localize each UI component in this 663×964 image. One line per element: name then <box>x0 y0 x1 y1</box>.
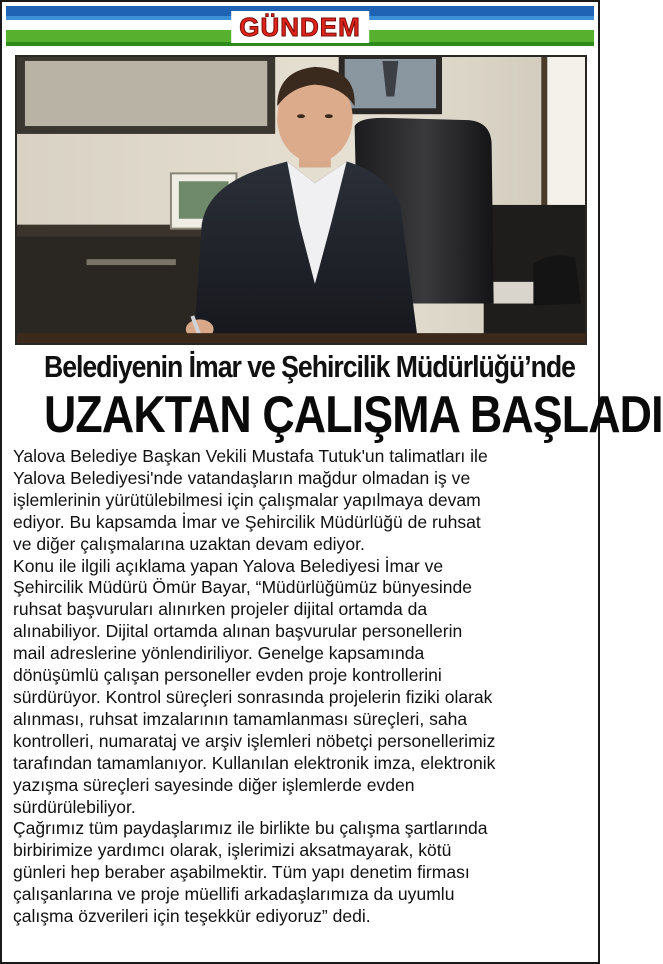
body-line: Şehircilik Müdürü Ömür Bayar, “Müdürlüğümüz bünyesinde <box>13 577 472 598</box>
body-line: çalışma özverileri için teşekkür ediyoruz” dedi. <box>13 906 371 927</box>
body-line: günleri hep beraber aşabilmektir. Tüm yapı denetim firması <box>13 862 470 883</box>
body-line: ediyor. Bu kapsamda İmar ve Şehircilik Müdürlüğü de ruhsat <box>13 511 481 532</box>
body-line: tarafından tamamlanıyor. Kullanılan elektronik imza, elektronik <box>13 752 496 773</box>
body-line: yazışma süreçleri sayesinde diğer işlemlerde evden <box>13 774 415 795</box>
body-line: sürdürüyor. Kontrol süreçleri sonrasında projelerin fiziki olarak <box>13 686 493 707</box>
body-line: mail adreslerine yönlendiriliyor. Genelge kapsamında <box>13 643 425 664</box>
official-portrait-photo <box>17 57 585 343</box>
article-headline: UZAKTAN ÇALIŞMA BAŞLADI <box>44 386 663 444</box>
body-line: sürdürülebiliyor. <box>13 796 136 817</box>
body-line: kontrolleri, numarataj ve arşiv işlemleri nöbetçi personellerimiz <box>13 730 496 751</box>
body-line: işlemlerinin yürütülebilmesi için çalışmalar yapılmaya devam <box>13 489 481 510</box>
body-line: alınabiliyor. Dijital ortamda alınan başvurular personellerin <box>13 621 463 642</box>
section-band <box>6 6 594 46</box>
body-line: ve diğer çalışmalarına uzaktan devam ediyor. <box>13 533 365 554</box>
article-body <box>13 446 591 928</box>
article-photo <box>15 55 587 345</box>
body-line: Yalova Belediye Başkan Vekili Mustafa Tutuk'un talimatları ile <box>13 446 488 466</box>
section-label: GÜNDEM <box>231 11 369 43</box>
body-line: Çağrımız tüm paydaşlarımız ile birlikte bu çalışma şartlarında <box>13 818 488 839</box>
body-line: dönüşümlü çalışan personeller evden proje kontrollerini <box>13 665 442 686</box>
article-kicker: Belediyenin İmar ve Şehircilik Müdürlüğü’nde <box>44 349 575 384</box>
body-line: birbirimize yardımcı olarak, işlerimizi aksatmayarak, kötü <box>13 840 452 861</box>
body-line: çalışanlarına ve proje müellifi arkadaşlarımıza da uyumlu <box>13 884 455 905</box>
body-line: alınması, ruhsat imzalarının tamamlanması süreçleri, saha <box>13 708 468 729</box>
body-line: Konu ile ilgili açıklama yapan Yalova Belediyesi İmar ve <box>13 555 444 576</box>
body-line: Yalova Belediyesi'nde vatandaşların mağdur olmadan iş ve <box>13 467 471 488</box>
body-line: ruhsat başvuruları alınırken projeler dijital ortamda da <box>13 599 428 620</box>
